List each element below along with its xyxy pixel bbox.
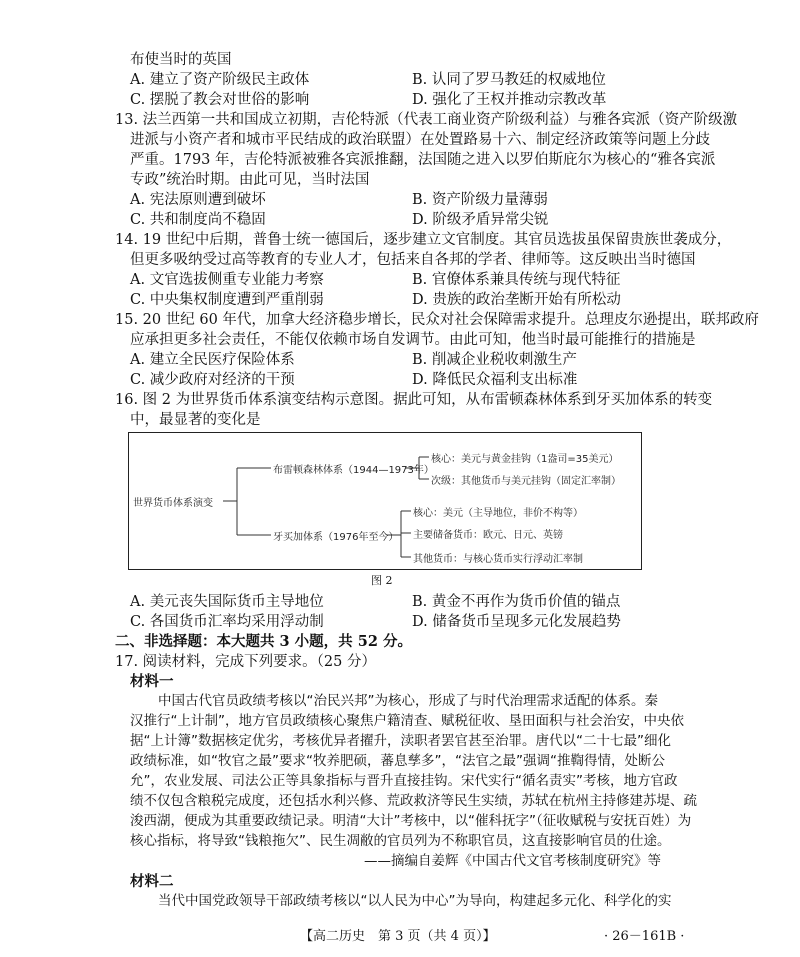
diagram-jm-other: 其他货币：与核心货币实行浮动汇率制 [413, 554, 583, 565]
q12-option-d[interactable]: D. 强化了王权并推动宗教改革 [412, 92, 607, 108]
diagram-bretton-woods: 布雷顿森林体系（1944—1973年） [273, 465, 434, 476]
material-1-line-7: 浚西湖，便成为其重要政绩记录。明清“大计”考核中，以“催科抚字”（征收赋税与安抚百姓）为 [130, 813, 692, 829]
q16-option-d[interactable]: D. 储备货币呈现多元化发展趋势 [412, 614, 621, 630]
q13-line-3: 严重。1793 年，吉伦特派被雅各宾派推翻，法国随之进入以罗伯斯庇尔为核心的“雅各宾派 [130, 152, 716, 168]
q14-option-a[interactable]: A. 文官选拔侧重专业能力考察 [130, 272, 324, 288]
q14-line-1: 14. 19 世纪中后期，普鲁士统一德国后，逐步建立文官制度。其官员选拔虽保留贵族世袭成分， [115, 232, 732, 248]
material-1-line-5: 允”，农业发展、司法公正等具象指标与晋升直接挂钩。宋代实行“循名责实”考核，地方官政 [130, 773, 678, 789]
q16-line-2: 中，最显著的变化是 [130, 412, 261, 428]
q13-option-c[interactable]: C. 共和制度尚不稳固 [130, 212, 266, 228]
q12-option-b[interactable]: B. 认同了罗马教廷的权威地位 [412, 72, 606, 88]
q14-line-2: 但更多吸纳受过高等教育的专业人才，包括来自各邦的学者、律师等。这反映出当时德国 [130, 252, 696, 268]
q15-line-2: 应承担更多社会责任，不能仅依赖市场自发调节。由此可知，他当时最可能推行的措施是 [130, 332, 696, 348]
q13-line-2: 进派与小资产者和城市平民结成的政治联盟）在处置路易十六、制定经济政策等问题上分歧 [130, 132, 710, 148]
material-1-line-1: 中国古代官员政绩考核以“治民兴邦”为核心，形成了与时代治理需求适配的体系。秦 [158, 693, 658, 709]
material-1-line-6: 绩不仅包含粮税完成度，还包括水利兴修、荒政救济等民生实绩，苏轼在杭州主持修建苏堤、疏 [130, 793, 697, 809]
material-1-line-2: 汉推行“上计制”，地方官员政绩核心聚焦户籍清查、赋税征收、垦田面积与社会治安，中央依 [130, 713, 684, 729]
material-1-source: ——摘编自姜辉《中国古代文官考核制度研究》等 [364, 853, 661, 869]
material-2-line-1: 当代中国党政领导干部政绩考核以“以人民为中心”为导向，构建起多元化、科学化的实 [158, 893, 672, 909]
q16-option-c[interactable]: C. 各国货币汇率均采用浮动制 [130, 614, 324, 630]
currency-system-diagram [128, 432, 642, 570]
material-2-title: 材料二 [130, 873, 174, 890]
material-1-line-8: 核心指标，将导致“钱粮拖欠”、民生凋敝的官员列为不称职官员，这直接影响官员的仕途。 [130, 833, 671, 849]
section-heading: 二、非选择题：本大题共 3 小题，共 52 分。 [115, 633, 412, 650]
q13-option-a[interactable]: A. 宪法原则遭到破坏 [130, 192, 266, 208]
q13-option-b[interactable]: B. 资产阶级力量薄弱 [412, 192, 548, 208]
q13-line-4: 专政”统治时期。由此可见，当时法国 [130, 172, 370, 188]
q13-option-d[interactable]: D. 阶级矛盾异常尖锐 [412, 212, 549, 228]
material-1-line-4: 政绩标准，如“牧官之最”要求“牧养肥硕，蕃息孳多”，“法官之最”强调“推鞫得情，处断公 [130, 753, 665, 769]
diagram-bw-core: 核心：美元与黄金挂钩（1盎司=35美元） [431, 454, 619, 465]
q14-option-c[interactable]: C. 中央集权制度遭到严重削弱 [130, 292, 324, 308]
q16-option-b[interactable]: B. 黄金不再作为货币价值的锚点 [412, 594, 621, 610]
q15-option-b[interactable]: B. 削减企业税收刺激生产 [412, 352, 577, 368]
q14-option-d[interactable]: D. 贵族的政治垄断开始有所松动 [412, 292, 621, 308]
diagram-jm-reserve: 主要储备货币：欧元、日元、英镑 [413, 530, 563, 541]
q17-stem: 17. 阅读材料，完成下列要求。（25 分） [115, 654, 376, 670]
figure-caption: 图 2 [371, 574, 393, 587]
q15-option-c[interactable]: C. 减少政府对经济的干预 [130, 372, 295, 388]
q14-option-b[interactable]: B. 官僚体系兼具传统与现代特征 [412, 272, 621, 288]
q15-option-d[interactable]: D. 降低民众福利支出标准 [412, 372, 578, 388]
diagram-jm-core: 核心：美元（主导地位，非价不构等） [413, 508, 583, 519]
material-1-line-3: 据“上计簿”数据核定优劣，考核优异者擢升，渎职者罢官甚至治罪。唐代以“二十七最”细化 [130, 733, 671, 749]
q12-stem-end: 布使当时的英国 [130, 52, 232, 68]
page-footer: 【高二历史 第 3 页（共 4 页）】 [300, 929, 496, 944]
q16-option-a[interactable]: A. 美元丧失国际货币主导地位 [130, 594, 324, 610]
diagram-bw-secondary: 次级：其他货币与美元挂钩（固定汇率制） [431, 476, 621, 487]
diagram-root: 世界货币体系演变 [133, 498, 213, 509]
paper-code: · 26－161B · [604, 929, 685, 944]
q15-line-1: 15. 20 世纪 60 年代，加拿大经济稳步增长，民众对社会保障需求提升。总理皮尔逊提出，联邦政府 [115, 312, 759, 328]
material-1-title: 材料一 [130, 673, 174, 690]
q16-line-1: 16. 图 2 为世界货币体系演变结构示意图。据此可知，从布雷顿森林体系到牙买加体系的转变 [115, 392, 713, 408]
q13-line-1: 13. 法兰西第一共和国成立初期，吉伦特派（代表工商业资产阶级利益）与雅各宾派（资产阶级激 [115, 112, 738, 128]
q12-option-a[interactable]: A. 建立了资产阶级民主政体 [130, 72, 310, 88]
q12-option-c[interactable]: C. 摆脱了教会对世俗的影响 [130, 92, 310, 108]
diagram-jamaica: 牙买加体系（1976年至今） [273, 532, 399, 543]
q15-option-a[interactable]: A. 建立全民医疗保险体系 [130, 352, 295, 368]
